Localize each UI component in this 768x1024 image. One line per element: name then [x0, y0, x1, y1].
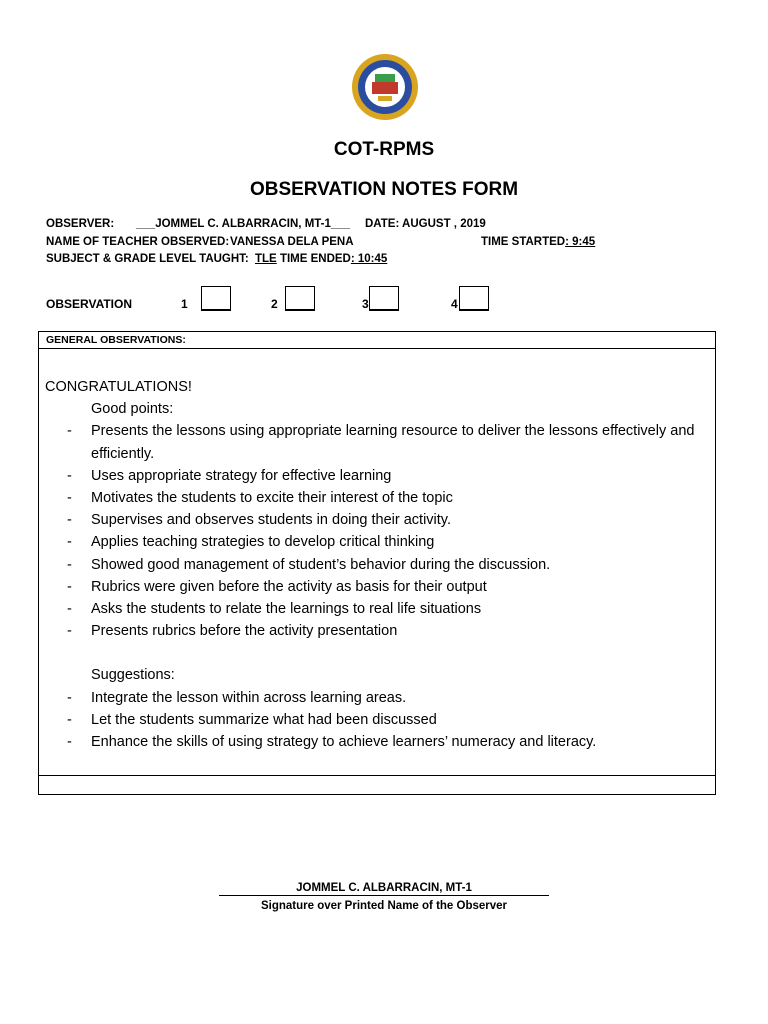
form-subtitle: OBSERVATION NOTES FORM [249, 179, 519, 200]
observation-label: OBSERVATION [46, 297, 133, 311]
observation-number-1: 1 [181, 297, 188, 311]
time-ended-label: TIME ENDED [279, 253, 351, 265]
general-observations-heading: GENERAL OBSERVATIONS: [39, 332, 715, 349]
list-item: - Supervises and observes students in doing their activity. [45, 509, 709, 531]
observer-signature-name: JOMMEL C. ALBARRACIN, MT-1 [219, 882, 549, 896]
list-item: - Let the students summarize what had been discussed [45, 709, 709, 731]
list-item: - Asks the students to relate the learnings to real life situations [45, 598, 709, 620]
observation-notes-content [45, 376, 709, 753]
section-spacer [45, 642, 709, 664]
good-points-list [45, 420, 709, 642]
teacher-label: NAME OF TEACHER OBSERVED: [46, 236, 230, 248]
general-observations-box [38, 331, 716, 795]
list-item: - Rubrics were given before the activity as basis for their output [45, 576, 709, 598]
notes-footer-divider [39, 775, 715, 776]
subject-value: TLE [255, 253, 277, 265]
observation-checkbox-4[interactable] [459, 286, 489, 311]
teacher-value: VANESSA DELA PENA [230, 236, 354, 248]
form-title: COT-RPMS [333, 139, 435, 160]
school-seal-logo [350, 52, 420, 122]
subject-time-field [255, 253, 387, 265]
observation-number-4: 4 [451, 297, 458, 311]
suggestions-list [45, 687, 709, 754]
congratulations-text: CONGRATULATIONS! [45, 379, 192, 395]
list-item: - Motivates the students to excite their interest of the topic [45, 487, 709, 509]
signature-caption: Signature over Printed Name of the Observer [260, 900, 508, 912]
time-started-field [481, 236, 595, 248]
time-started-label: TIME STARTED [481, 236, 566, 248]
list-item: - Enhance the skills of using strategy to achieve learners’ numeracy and literacy. [45, 731, 709, 753]
good-points-heading: Good points: [91, 401, 174, 418]
list-item: - Uses appropriate strategy for effective learning [45, 465, 709, 487]
observation-number-2: 2 [271, 297, 278, 311]
observer-value: JOMMEL C. ALBARRACIN, MT-1 [155, 218, 331, 230]
list-item: - Presents the lessons using appropriate learning resource to deliver the lessons effectively and efficiently. [45, 420, 709, 464]
time-started-value: : 9:45 [565, 236, 596, 248]
observation-checkbox-2[interactable] [285, 286, 315, 311]
observation-checkbox-1[interactable] [201, 286, 231, 311]
list-item: - Integrate the lesson within across learning areas. [45, 687, 709, 709]
list-item: - Applies teaching strategies to develop critical thinking [45, 531, 709, 553]
list-item: - Presents rubrics before the activity presentation [45, 620, 709, 642]
suggestions-heading: Suggestions: [91, 667, 175, 684]
observer-label: OBSERVER: [46, 218, 115, 230]
observation-checkbox-3[interactable] [369, 286, 399, 311]
date-field: DATE: AUGUST , 2019 [365, 218, 486, 230]
list-item: - Showed good management of student’s behavior during the discussion. [45, 554, 709, 576]
observation-number-3: 3 [362, 297, 369, 311]
observer-value-field: ___JOMMEL C. ALBARRACIN, MT-1___ [136, 218, 351, 230]
subject-label: SUBJECT & GRADE LEVEL TAUGHT: [46, 253, 249, 265]
time-ended-value: : 10:45 [350, 253, 388, 265]
